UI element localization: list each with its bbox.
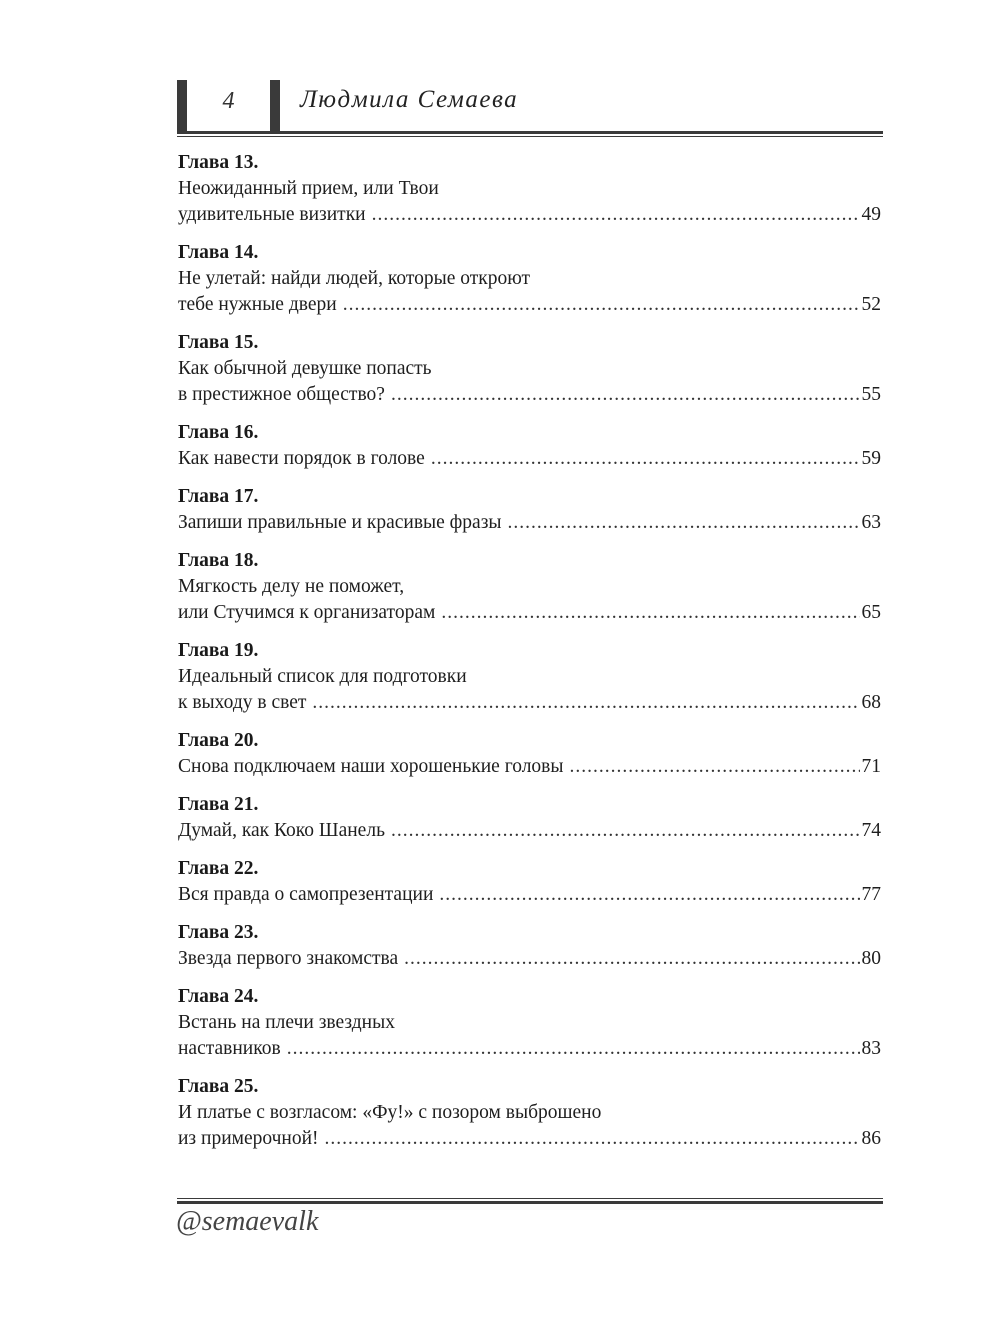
toc-entry bbox=[178, 548, 881, 626]
toc-title-line: Вся правда о самопрезентации bbox=[178, 884, 434, 905]
header-rule-thin bbox=[177, 136, 883, 137]
footer-handle: @semaevalk bbox=[176, 1206, 319, 1237]
toc-title-row bbox=[178, 446, 881, 472]
toc-title-line: в престижное общество? bbox=[178, 384, 385, 405]
toc-page-number: 86 bbox=[861, 1128, 881, 1149]
toc-leader-dots bbox=[570, 754, 860, 780]
toc-title-line: Как обычной девушке попасть bbox=[178, 358, 432, 379]
toc-page-number: 77 bbox=[861, 884, 881, 905]
toc-entry bbox=[178, 420, 881, 472]
toc-title-line: Запиши правильные и красивые фразы bbox=[178, 512, 502, 533]
toc-title-line: И платье с возгласом: «Фу!» с позором выброшено bbox=[178, 1102, 602, 1123]
toc-page-number: 52 bbox=[861, 294, 881, 315]
toc-title-line: Снова подключаем наши хорошенькие головы bbox=[178, 756, 564, 777]
toc-chapter-label: Глава 17. bbox=[178, 486, 259, 507]
toc-page-number: 49 bbox=[861, 204, 881, 225]
toc-page-number: 71 bbox=[861, 756, 881, 777]
toc-leader-dots bbox=[508, 510, 860, 536]
toc-page-number: 55 bbox=[861, 384, 881, 405]
toc-chapter-label: Глава 25. bbox=[178, 1076, 259, 1097]
footer-rule bbox=[177, 1201, 883, 1204]
toc-chapter-label: Глава 13. bbox=[178, 152, 259, 173]
toc-leader-dots bbox=[431, 446, 860, 472]
toc-entry bbox=[178, 856, 881, 908]
toc-page-number: 65 bbox=[861, 602, 881, 623]
toc-title-row bbox=[178, 510, 881, 536]
toc-entry bbox=[178, 984, 881, 1062]
toc-page-number: 80 bbox=[861, 948, 881, 969]
toc-title-line: из примерочной! bbox=[178, 1128, 319, 1149]
page-number: 4 bbox=[222, 88, 235, 114]
toc-entry bbox=[178, 920, 881, 972]
toc-leader-dots bbox=[287, 1036, 860, 1062]
toc-chapter-label: Глава 23. bbox=[178, 922, 259, 943]
toc-page-number: 74 bbox=[861, 820, 881, 841]
toc-entry bbox=[178, 150, 881, 228]
toc-title-row bbox=[178, 882, 881, 908]
toc-chapter-label: Глава 14. bbox=[178, 242, 259, 263]
running-head-author: Людмила Семаева bbox=[300, 86, 519, 113]
toc-page-number: 63 bbox=[861, 512, 881, 533]
toc-chapter-label: Глава 16. bbox=[178, 422, 259, 443]
toc-title-line: к выходу в свет bbox=[178, 692, 307, 713]
toc-leader-dots bbox=[439, 882, 859, 908]
toc-chapter-label: Глава 22. bbox=[178, 858, 259, 879]
toc-entry bbox=[178, 330, 881, 408]
toc-title-line: Думай, как Коко Шанель bbox=[178, 820, 385, 841]
toc-chapter-label: Глава 19. bbox=[178, 640, 259, 661]
toc-leader-dots bbox=[404, 946, 859, 972]
toc-title-line: удивительные визитки bbox=[178, 204, 366, 225]
toc-leader-dots bbox=[441, 600, 859, 626]
toc-title-line: Не улетай: найди людей, которые откроют bbox=[178, 268, 531, 289]
toc-title-row bbox=[178, 754, 881, 780]
toc-title-line: наставников bbox=[178, 1038, 281, 1059]
toc-page-number: 59 bbox=[861, 448, 881, 469]
header-bar-left bbox=[177, 80, 187, 132]
toc-title-line: Идеальный список для подготовки bbox=[178, 666, 467, 687]
toc-chapter-label: Глава 21. bbox=[178, 794, 259, 815]
toc-entry bbox=[178, 792, 881, 844]
toc-leader-dots bbox=[312, 690, 859, 716]
table-of-contents bbox=[178, 150, 881, 1164]
toc-leader-dots bbox=[391, 818, 860, 844]
toc-chapter-label: Глава 20. bbox=[178, 730, 259, 751]
toc-title-row bbox=[178, 202, 881, 228]
toc-chapter-label: Глава 15. bbox=[178, 332, 259, 353]
toc-title-line: Неожиданный прием, или Твои bbox=[178, 178, 439, 199]
toc-page-number: 68 bbox=[861, 692, 881, 713]
toc-title-row bbox=[178, 690, 881, 716]
toc-page-number: 83 bbox=[861, 1038, 881, 1059]
header-rule bbox=[177, 131, 883, 134]
toc-title-row bbox=[178, 382, 881, 408]
toc-entry bbox=[178, 1074, 881, 1152]
toc-title-row bbox=[178, 946, 881, 972]
toc-title-row bbox=[178, 600, 881, 626]
toc-title-line: Мягкость делу не поможет, bbox=[178, 576, 405, 597]
toc-chapter-label: Глава 24. bbox=[178, 986, 259, 1007]
toc-entry bbox=[178, 484, 881, 536]
footer-rule-thin bbox=[177, 1198, 883, 1199]
toc-leader-dots bbox=[325, 1126, 860, 1152]
toc-entry bbox=[178, 728, 881, 780]
toc-title-line: Встань на плечи звездных bbox=[178, 1012, 395, 1033]
toc-title-row bbox=[178, 1126, 881, 1152]
toc-title-row bbox=[178, 292, 881, 318]
toc-title-line: или Стучимся к организаторам bbox=[178, 602, 436, 623]
toc-title-line: Звезда первого знакомства bbox=[178, 948, 399, 969]
toc-chapter-label: Глава 18. bbox=[178, 550, 259, 571]
toc-entry bbox=[178, 240, 881, 318]
header-bar-divider bbox=[270, 80, 280, 132]
toc-leader-dots bbox=[343, 292, 860, 318]
toc-title-line: тебе нужные двери bbox=[178, 294, 337, 315]
toc-title-row bbox=[178, 818, 881, 844]
toc-leader-dots bbox=[372, 202, 860, 228]
toc-title-row bbox=[178, 1036, 881, 1062]
toc-leader-dots bbox=[391, 382, 860, 408]
toc-entry bbox=[178, 638, 881, 716]
toc-title-line: Как навести порядок в голове bbox=[178, 448, 425, 469]
